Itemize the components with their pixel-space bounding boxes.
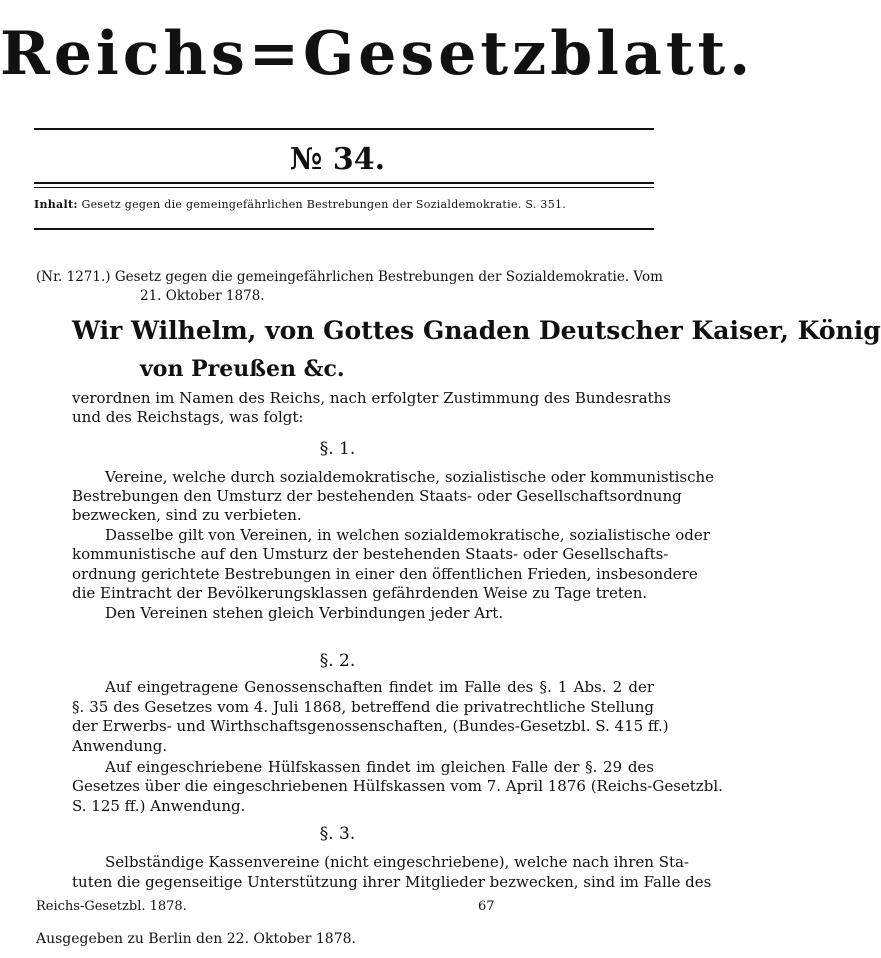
section-text-line: Auf eingeschriebene Hülfskassen findet im gleichen Falle der §. 29 des — [105, 758, 654, 776]
section-text-line: Gesetzes über die eingeschriebenen Hülfskassen vom 7. April 1876 (Reichs-Gesetzbl. — [72, 777, 723, 795]
section-text-line: Auf eingetragene Genossenschaften findet im Falle des §. 1 Abs. 2 der — [105, 678, 654, 696]
contents-line — [34, 196, 654, 214]
preamble-title-cont: von Preußen &c. — [140, 356, 345, 382]
section-text-line: tuten die gegenseitige Unterstützung ihrer Mitglieder bezwecken, sind im Falle des — [72, 873, 712, 891]
section-text-line: Den Vereinen stehen gleich Verbindungen jeder Art. — [105, 604, 504, 622]
section-text-line: bezwecken, sind zu verbieten. — [72, 506, 302, 524]
section-title: §. 2. — [319, 651, 356, 671]
section-text-line: Selbständige Kassenvereine (nicht eingeschriebene), welche nach ihren Sta- — [105, 853, 690, 871]
preamble-title: Wir Wilhelm, von Gottes Gnaden Deutscher Kaiser, König — [72, 316, 881, 345]
section-text-line: der Erwerbs- und Wirthschaftsgenossenschaften, (Bundes-Gesetzbl. S. 415 ff.) — [72, 717, 669, 735]
footer-issued-date: Ausgegeben zu Berlin den 22. Oktober 1878. — [36, 931, 356, 947]
issue-rule-top — [34, 182, 654, 184]
law-heading-line: (Nr. 1271.) Gesetz gegen die gemeingefährlichen Bestrebungen der Sozialdemokratie. Vom — [36, 269, 663, 285]
section-title: §. 3. — [319, 824, 356, 844]
section-text-line: Bestrebungen den Umsturz der bestehenden Staats- oder Gesellschaftsordnung — [72, 487, 682, 505]
section-text-line: kommunistische auf den Umsturz der bestehenden Staats- oder Gesellschafts- — [72, 545, 669, 563]
section-text-line: Vereine, welche durch sozialdemokratische, sozialistische oder kommunistische — [105, 468, 715, 486]
section-text-line: ordnung gerichtete Bestrebungen in einer den öffentlichen Frieden, insbesondere — [72, 565, 698, 583]
section-text-line: die Eintracht der Bevölkerungsklassen gefährdenden Weise zu Tage treten. — [72, 584, 648, 602]
footer-journal: Reichs-Gesetzbl. 1878. — [36, 899, 187, 914]
law-heading-date: 21. Oktober 1878. — [140, 288, 265, 304]
contents-text: Gesetz gegen die gemeingefährlichen Bestrebungen der Sozialdemokratie. S. 351. — [81, 198, 567, 211]
section-title: §. 1. — [319, 439, 356, 459]
masthead-title: Reichs=Gesetzblatt. — [0, 19, 755, 89]
section-text-line: §. 35 des Gesetzes vom 4. Juli 1868, betreffend die privatrechtliche Stellung — [72, 698, 654, 716]
section-text-line: Dasselbe gilt von Vereinen, in welchen sozialdemokratische, sozialistische oder — [105, 526, 710, 544]
footer-page-number: 67 — [478, 899, 495, 914]
contents-label: Inhalt: — [34, 198, 78, 211]
issue-rule-bottom — [34, 187, 654, 188]
issue-number: № 34. — [289, 142, 386, 177]
preamble-line: und des Reichstags, was folgt: — [72, 408, 304, 426]
contents-rule — [34, 228, 654, 230]
masthead-rule — [34, 128, 654, 130]
section-text-line: S. 125 ff.) Anwendung. — [72, 797, 246, 815]
section-text-line: Anwendung. — [72, 737, 168, 755]
preamble-line: verordnen im Namen des Reichs, nach erfolgter Zustimmung des Bundesraths — [72, 389, 671, 407]
